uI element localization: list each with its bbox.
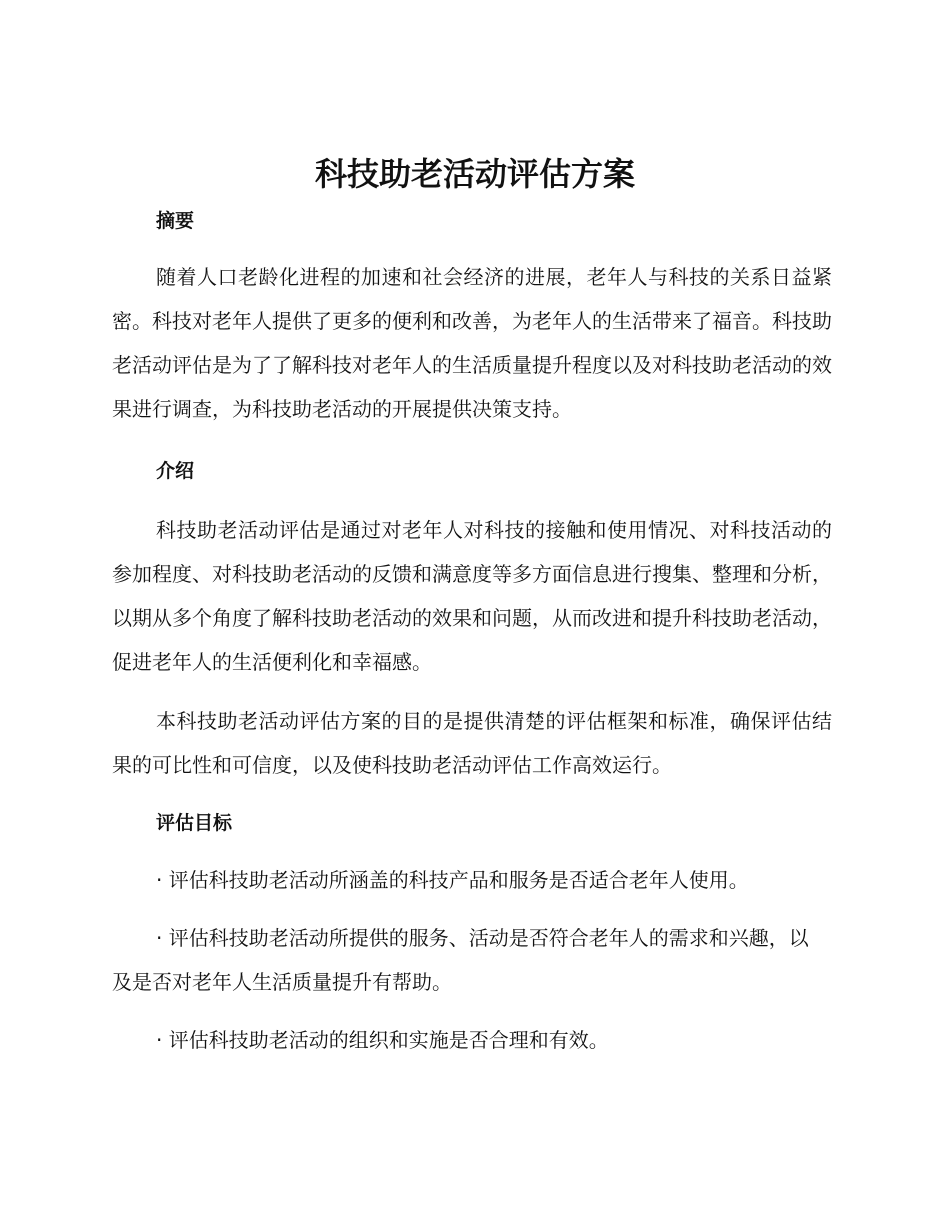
goal-item-3: · 评估科技助老活动的组织和实施是否合理和有效。	[156, 1028, 609, 1052]
goal-item-1: · 评估科技助老活动所涵盖的科技产品和服务是否适合老年人使用。	[156, 868, 749, 892]
abstract-heading: 摘要	[156, 210, 195, 232]
abstract-paragraph: 随着人口老龄化进程的加速和社会经济的进展，老年人与科技的关系日益紧密。科技对老年人提供了更多的便利和改善，为老年人的生活带来了福音。科技助老活动评估是为了了解科技对老年人的生活质量提升程度以及对科技助老活动的效果进行调查，为科技助老活动的开展提供决策支持。	[112, 265, 832, 421]
intro-paragraph-2: 本科技助老活动评估方案的目的是提供清楚的评估框架和标准，确保评估结果的可比性和可信度，以及使科技助老活动评估工作高效运行。	[112, 709, 832, 777]
intro-heading: 介绍	[156, 460, 195, 482]
intro-paragraph-1: 科技助老活动评估是通过对老年人对科技的接触和使用情况、对科技活动的参加程度、对科技助老活动的反馈和满意度等多方面信息进行搜集、整理和分析，以期从多个角度了解科技助老活动的效果和问题，从而改进和提升科技助老活动，促进老年人的生活便利化和幸福感。	[112, 518, 832, 674]
document-title: 科技助老活动评估方案	[314, 155, 635, 193]
goals-heading: 评估目标	[156, 812, 233, 834]
goal-item-2: · 评估科技助老活动所提供的服务、活动是否符合老年人的需求和兴趣，以及是否对老年人生活质量提升有帮助。	[112, 926, 809, 994]
